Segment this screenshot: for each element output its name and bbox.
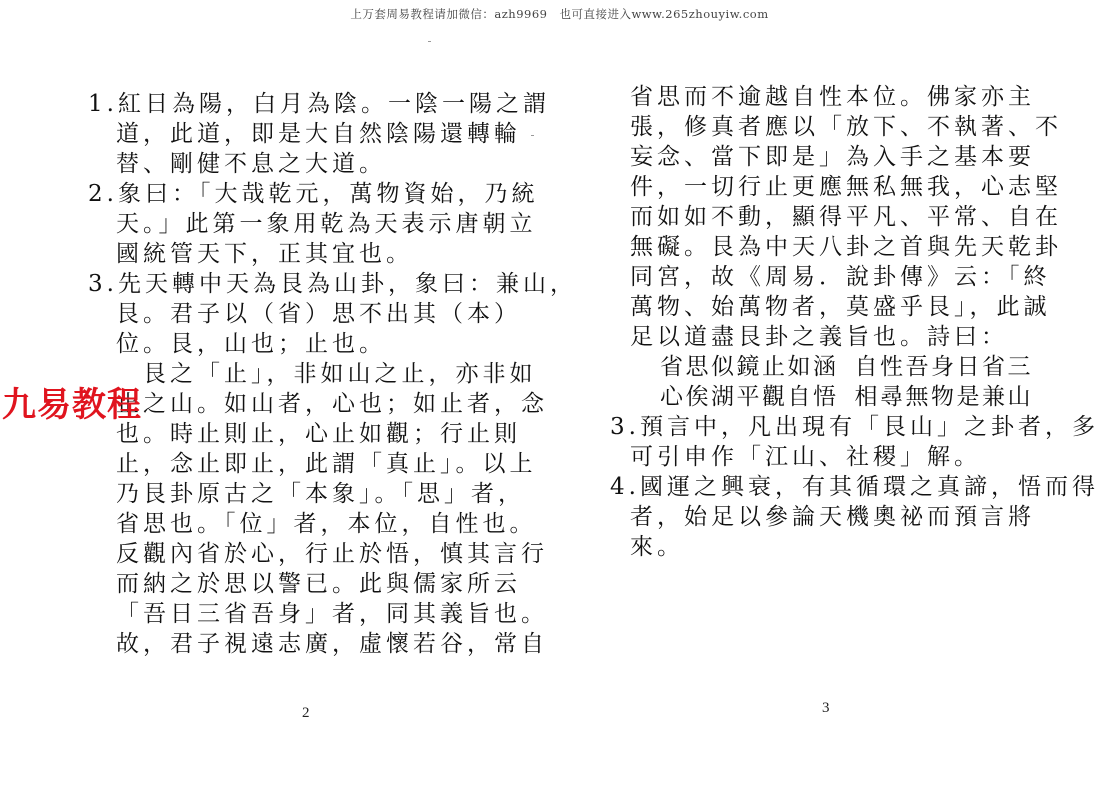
text-line: 國統管天下，正其宜也。 xyxy=(116,241,413,267)
text-line: 乃艮卦原古之「本象」。「思」者， xyxy=(116,481,525,507)
poem-verse: 相尋無物是兼山 xyxy=(854,384,1033,410)
text-line: 艮之「止」，非如山之止，亦非如 xyxy=(116,361,537,387)
text-line: 位。艮，山也；止也。 xyxy=(116,331,386,357)
text-line: 也。時止則止，心止如觀；行止則 xyxy=(116,421,521,447)
poem-verse: 自性吾身日省三 xyxy=(854,354,1033,380)
text-line: 3.預言中，凡出現有「艮山」之卦者，多 xyxy=(610,414,1099,440)
text-line: 反觀內省於心，行止於悟，慎其言行 xyxy=(116,541,548,567)
poem-line xyxy=(630,352,1099,382)
left-page-text xyxy=(88,89,577,659)
text-line: 1.紅日為陽，白月為陰。一陰一陽之謂 xyxy=(88,91,550,117)
text-line: 妄念、當下即是」為入手之基本要 xyxy=(630,144,1035,170)
poem-verse: 心俟湖平觀自悟 xyxy=(660,384,839,410)
text-line: 4.國運之興衰，有其循環之真諦，悟而得 xyxy=(610,474,1099,500)
text-line: 天。」此第一象用乾為天表示唐朝立 xyxy=(116,211,537,237)
text-line: 足以道盡艮卦之義旨也。詩曰： xyxy=(630,324,1008,350)
text-line: 3.先天轉中天為艮為山卦，象曰：兼山， xyxy=(88,271,577,297)
page-number: 2 xyxy=(302,705,310,721)
right-page xyxy=(560,0,1119,790)
text-line: 來。 xyxy=(630,534,684,560)
text-line: 省思而不逾越自性本位。佛家亦主 xyxy=(630,84,1035,110)
text-line: 無礙。艮為中天八卦之首與先天乾卦 xyxy=(630,234,1062,260)
text-line: 萬物、始萬物者，莫盛乎艮」，此誠 xyxy=(630,294,1051,320)
text-line: 止，念止即止，此謂「真止」。以上 xyxy=(116,451,537,477)
text-line: 「吾日三省吾身」者，同其義旨也。 xyxy=(116,601,548,627)
right-page-text xyxy=(610,82,1099,562)
header-banner: 上万套周易教程请加微信：azh9969 也可直接进入www.265zhouyiw.com xyxy=(350,7,769,21)
text-line: 艮。君子以（省）思不出其（本） xyxy=(116,301,521,327)
text-line: 道，此道，即是大自然陰陽還轉輪 xyxy=(116,121,521,147)
scan-speck xyxy=(531,135,534,136)
text-line: 可引申作「江山、社稷」解。 xyxy=(630,444,981,470)
text-line: 而如如不動，顯得平凡、平常、自在 xyxy=(630,204,1062,230)
text-line: 者，始足以參論天機奧祕而預言將 xyxy=(630,504,1035,530)
text-line: 故，君子視遠志廣，虛懷若谷，常自 xyxy=(116,631,548,657)
text-line: 而納之於思以警已。此與儒家所云 xyxy=(116,571,521,597)
text-line: 張，修真者應以「放下、不執著、不 xyxy=(630,114,1062,140)
page-number: 3 xyxy=(822,700,830,716)
poem-line xyxy=(630,382,1099,412)
text-line: 替、剛健不息之大道。 xyxy=(116,151,386,177)
text-line: 省思也。「位」者，本位，自性也。 xyxy=(116,511,537,537)
text-line: 止之山。如山者，心也；如止者，念 xyxy=(116,391,548,417)
text-line: 件，一切行止更應無私無我，心志堅 xyxy=(630,174,1062,200)
scan-speck xyxy=(428,41,431,42)
text-line: 同宮，故《周易．說卦傳》云：「終 xyxy=(630,264,1051,290)
poem-verse: 省思似鏡止如涵 xyxy=(660,354,839,380)
watermark-logo: 九易教程 xyxy=(2,385,142,425)
text-line: 2.象曰：「大哉乾元，萬物資始，乃統 xyxy=(88,181,539,207)
